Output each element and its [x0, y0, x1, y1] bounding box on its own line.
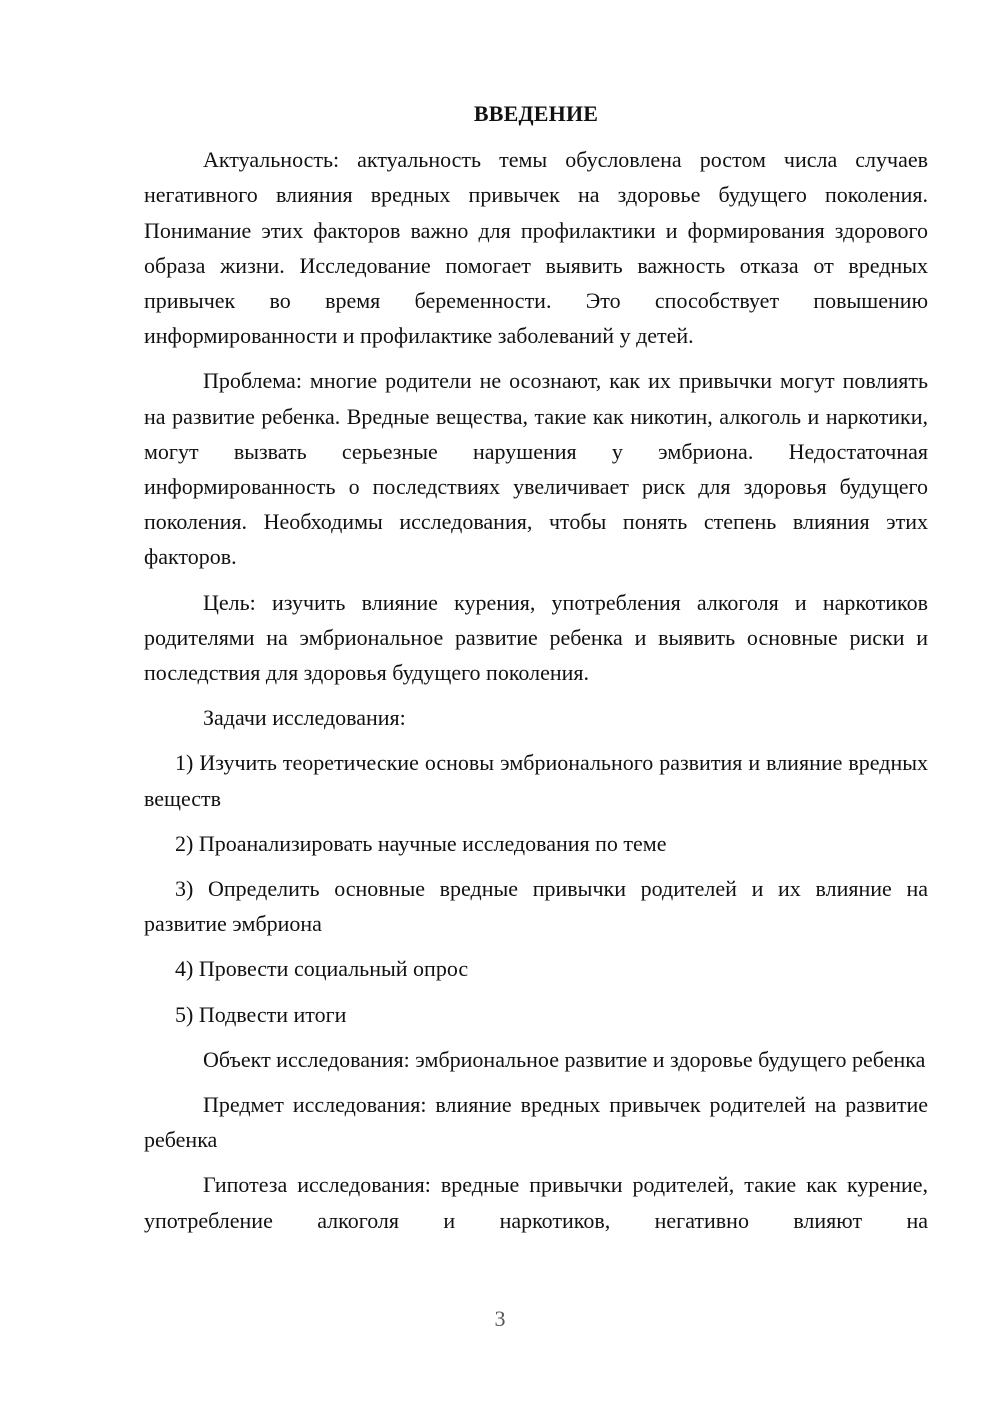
task-item-1: 1) Изучить теоретические основы эмбрионального развития и влияние вредных веществ [144, 750, 928, 811]
problem-paragraph: Проблема: многие родители не осознают, как их привычки могут повлиять на развитие ребенка. Вредные вещества, такие как никотин, алкоголь и наркотики, могут вызвать серьезные нарушения у эмбриона. Недостаточная информированность о последствиях увеличивает риск для здоровья будущего поколения. Необходимы исследования, чтобы понять степень влияния этих факторов. [144, 368, 928, 570]
page-number: 3 [494, 1306, 506, 1331]
section-heading: ВВЕДЕНИЕ [473, 101, 599, 126]
tasks-title: Задачи исследования: [203, 705, 406, 731]
research-subject-paragraph: Предмет исследования: влияние вредных привычек родителей на развитие ребенка [144, 1092, 928, 1153]
task-item-4: 4) Провести социальный опрос [175, 956, 469, 982]
page-body [144, 96, 928, 1248]
task-item-5: 5) Подвести итоги [175, 1001, 347, 1027]
research-object-paragraph: Объект исследования: эмбриональное развитие и здоровье будущего ребенка [203, 1046, 926, 1072]
task-item-2: 2) Проанализировать научные исследования по теме [175, 830, 667, 856]
relevance-paragraph: Актуальность: актуальность темы обусловлена ростом числа случаев негативного влияния вредных привычек на здоровье будущего поколения. Понимание этих факторов важно для профилактики и формирования здорового образа жизни. Исследование помогает выявить важность отказа от вредных привычек во время беременности. Это способствует повышению информированности и профилактике заболеваний у детей. [144, 147, 928, 349]
goal-paragraph: Цель: изучить влияние курения, употребления алкоголя и наркотиков родителями на эмбриональное развитие ребенка и выявить основные риски и последствия для здоровья будущего поколения. [144, 589, 928, 686]
research-hypothesis-paragraph: Гипотеза исследования: вредные привычки родителей, такие как курение, употребление алкоголя и наркотиков, негативно влияют на [144, 1172, 928, 1233]
task-item-3: 3) Определить основные вредные привычки родителей и их влияние на развитие эмбриона [144, 876, 928, 937]
